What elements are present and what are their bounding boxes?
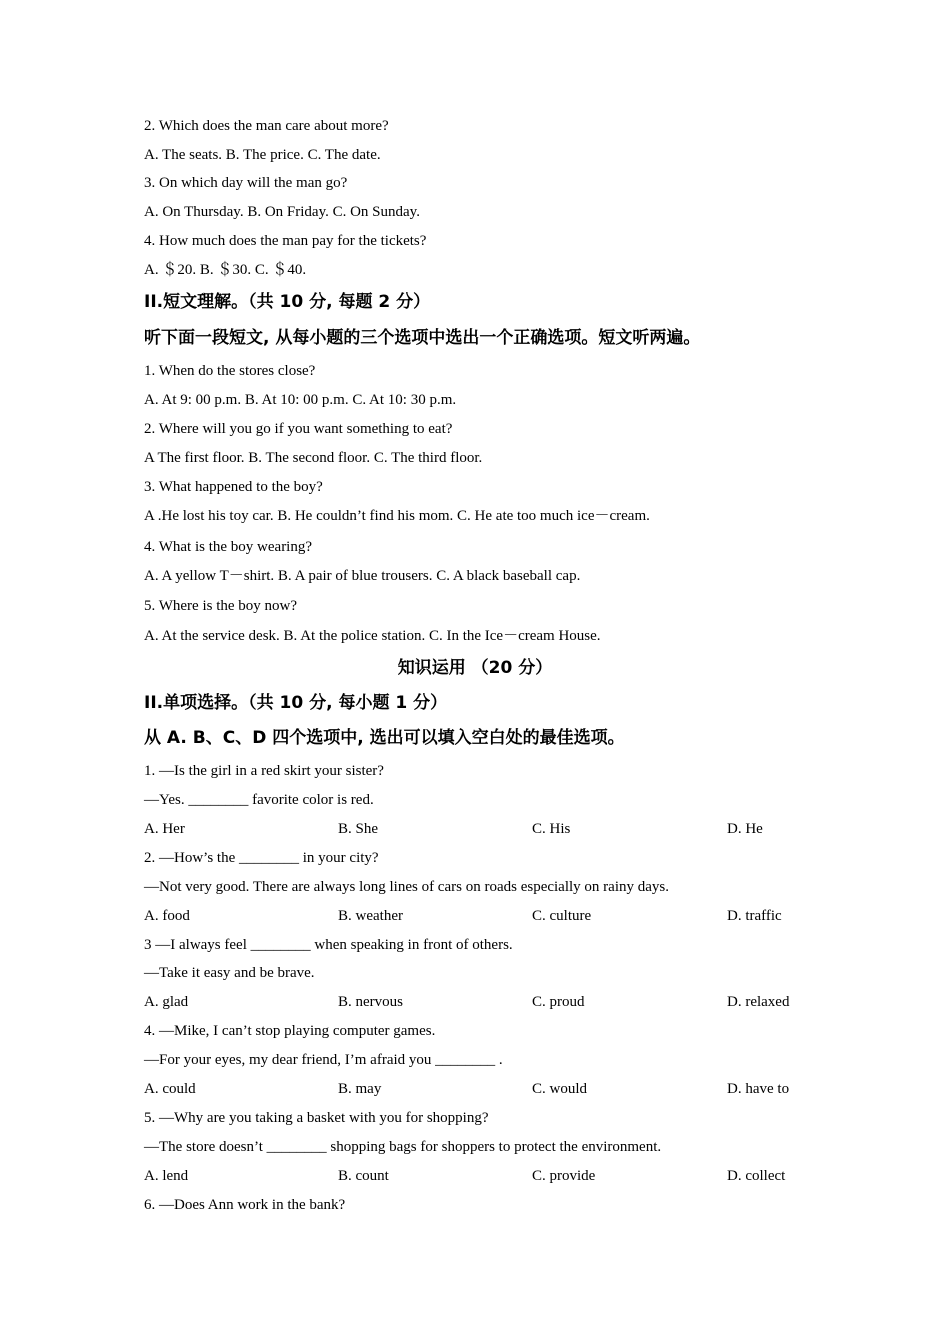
option-c: C. culture — [532, 908, 592, 924]
option-d: D. collect — [727, 1168, 786, 1184]
option-b: B. nervous — [338, 994, 403, 1010]
option-d: D. have to — [727, 1081, 790, 1097]
answer-line: —Yes. ________ favorite color is red. — [144, 792, 374, 808]
option-b: B. weather — [338, 908, 403, 924]
options-line: A. At the service desk. B. At the police station. C. In the Ice－cream House. — [144, 628, 601, 644]
answer-line: —Take it easy and be brave. — [144, 965, 315, 981]
options-line: A. At 9: 00 p.m. B. At 10: 00 p.m. C. At 10: 30 p.m. — [144, 392, 457, 408]
question-line: 2. —How’s the ________ in your city? — [144, 850, 379, 866]
section-instruction: 从 A. B、C、D 四个选项中, 选出可以填入空白处的最佳选项。 — [144, 728, 625, 748]
section-heading: II.短文理解。（共 10 分, 每题 2 分） — [144, 292, 431, 312]
option-c: C. provide — [532, 1168, 596, 1184]
question-line: 4. —Mike, I can’t stop playing computer games. — [144, 1023, 436, 1039]
question-line: 5. —Why are you taking a basket with you for shopping? — [144, 1110, 489, 1126]
option-a: A. Her — [144, 821, 185, 837]
section-heading: II.单项选择。（共 10 分, 每小题 1 分） — [144, 693, 448, 713]
option-c: C. would — [532, 1081, 588, 1097]
option-a: A. glad — [144, 994, 189, 1010]
question-line: 3. On which day will the man go? — [144, 175, 348, 191]
options-line: A. A yellow T－shirt. B. A pair of blue trousers. C. A black baseball cap. — [144, 568, 581, 584]
part-title: 知识运用 （20 分） — [397, 658, 553, 678]
options-line: A. ＄20. B. ＄30. C. ＄40. — [144, 262, 307, 278]
options-line: A. The seats. B. The price. C. The date. — [144, 147, 381, 163]
option-b: B. may — [338, 1081, 382, 1097]
option-a: A. food — [144, 908, 190, 924]
question-line: 6. —Does Ann work in the bank? — [144, 1197, 346, 1213]
option-c: C. His — [532, 821, 571, 837]
options-line: A. On Thursday. B. On Friday. C. On Sunday. — [144, 204, 420, 220]
option-b: B. count — [338, 1168, 389, 1184]
question-line: 4. How much does the man pay for the tickets? — [144, 233, 427, 249]
option-c: C. proud — [532, 994, 585, 1010]
answer-line: —For your eyes, my dear friend, I’m afraid you ________ . — [144, 1052, 503, 1068]
answer-line: —Not very good. There are always long lines of cars on roads especially on rainy days. — [144, 879, 669, 895]
options-line: A .He lost his toy car. B. He couldn’t find his mom. C. He ate too much ice－cream. — [144, 508, 650, 524]
question-line: 1. When do the stores close? — [144, 363, 316, 379]
answer-line: —The store doesn’t ________ shopping bags for shoppers to protect the environment. — [144, 1139, 662, 1155]
options-line: A The first floor. B. The second floor. C. The third floor. — [144, 450, 483, 466]
option-a: A. could — [144, 1081, 196, 1097]
option-d: D. He — [727, 821, 763, 837]
question-line: 5. Where is the boy now? — [144, 598, 298, 614]
question-line: 3 —I always feel ________ when speaking in front of others. — [144, 937, 513, 953]
section-instruction: 听下面一段短文, 从每小题的三个选项中选出一个正确选项。短文听两遍。 — [144, 328, 701, 348]
option-b: B. She — [338, 821, 379, 837]
question-line: 1. —Is the girl in a red skirt your sister? — [144, 763, 384, 779]
question-line: 2. Where will you go if you want something to eat? — [144, 421, 453, 437]
option-d: D. relaxed — [727, 994, 790, 1010]
option-a: A. lend — [144, 1168, 189, 1184]
option-d: D. traffic — [727, 908, 782, 924]
question-line: 2. Which does the man care about more? — [144, 118, 389, 134]
question-line: 3. What happened to the boy? — [144, 479, 323, 495]
question-line: 4. What is the boy wearing? — [144, 539, 313, 555]
